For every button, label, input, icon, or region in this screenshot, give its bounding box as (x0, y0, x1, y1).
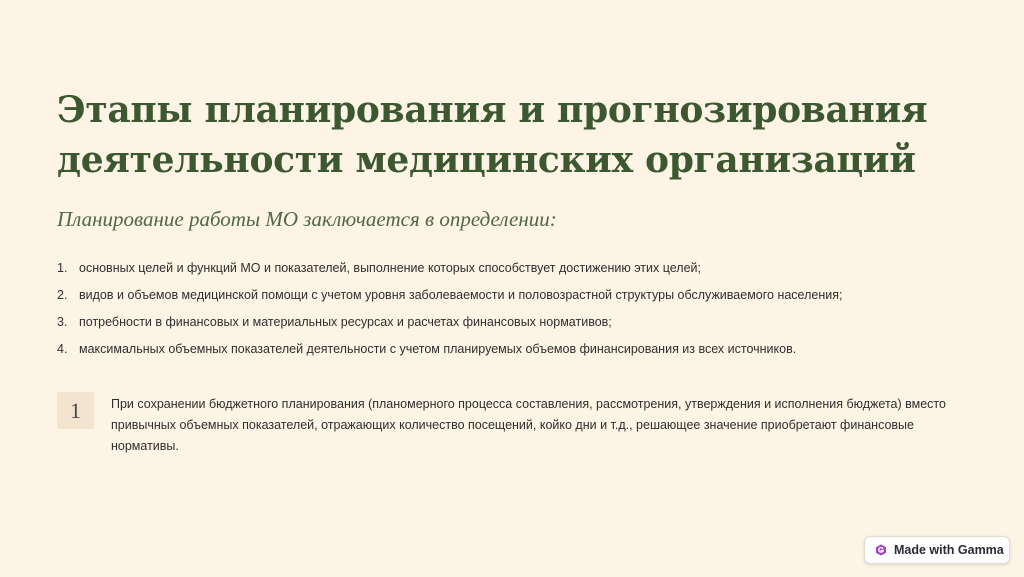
callout-number-badge: 1 (57, 392, 94, 429)
made-with-gamma-button[interactable] (864, 536, 1010, 564)
list-item-text: видов и объемов медицинской помощи с учетом уровня заболеваемости и половозрастной структуры обслуживаемого населения; (79, 287, 843, 302)
list-item (57, 335, 957, 362)
slide-subtitle: Планирование работы МО заключается в определении: (57, 207, 557, 231)
list-item-text: максимальных объемных показателей деятельности с учетом планируемых объемов финансирования из всех источников. (79, 341, 797, 356)
gamma-badge-label: Made with Gamma (894, 543, 1004, 557)
gamma-logo-icon (875, 544, 887, 556)
list-item-number: 4. (57, 341, 68, 356)
list-item-number: 2. (57, 287, 68, 302)
numbered-list (57, 254, 957, 362)
list-item (57, 254, 957, 281)
list-item (57, 308, 957, 335)
slide-title: Этапы планирования и прогнозирования деятельности медицинских организаций (57, 89, 928, 181)
list-item-number: 3. (57, 314, 68, 329)
list-item-number: 1. (57, 260, 68, 275)
list-item-text: основных целей и функций МО и показателей, выполнение которых способствует достижению этих целей; (79, 260, 701, 275)
list-item (57, 281, 957, 308)
callout-block (57, 392, 967, 457)
callout-text: При сохранении бюджетного планирования (планомерного процесса составления, рассмотрения, утверждения и исполнения бюджета) вместо привычных объемных показателей, отражающих количество посещений, койко дни и т.д., решающее значение приобретают финансовые нормативы. (111, 397, 946, 453)
list-item-text: потребности в финансовых и материальных ресурсах и расчетах финансовых нормативов; (79, 314, 612, 329)
